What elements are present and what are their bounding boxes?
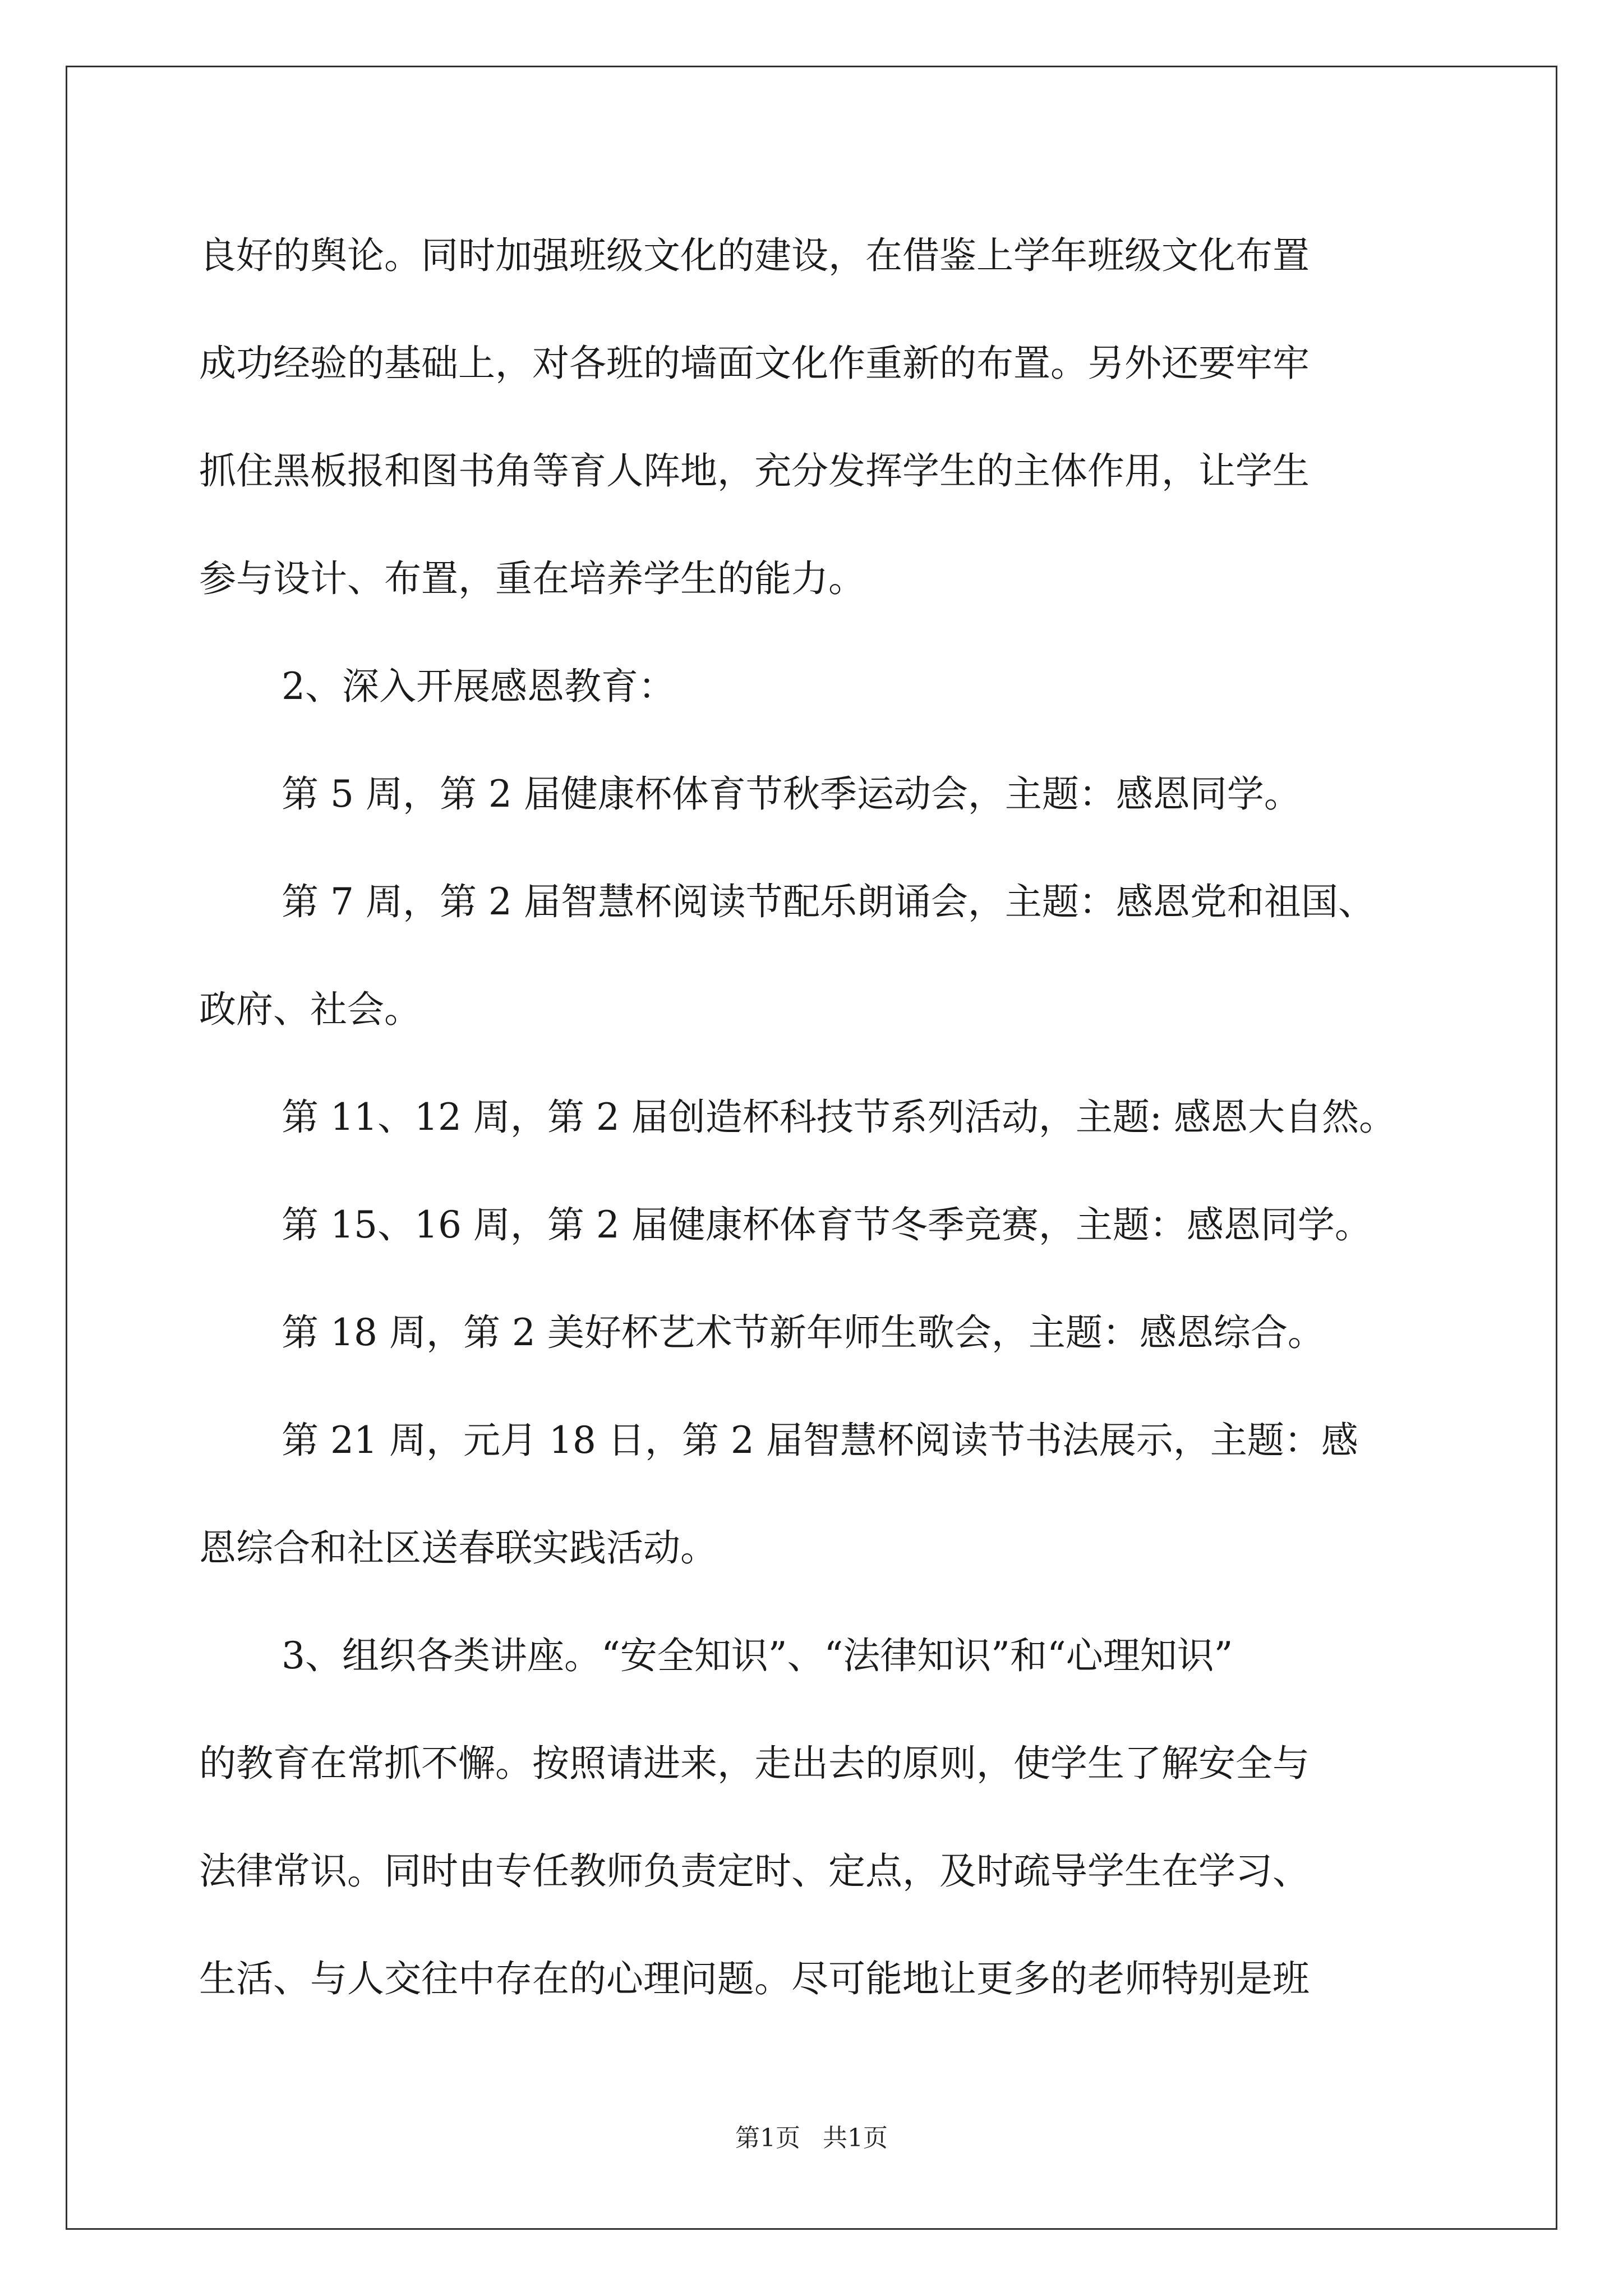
paragraph-line: 政府、社会。 xyxy=(199,988,421,1031)
paragraph-line: 第 7 周，第 2 届智慧杯阅读节配乐朗诵会，主题：感恩党和祖国、 xyxy=(282,880,1375,923)
paragraph-line: 参与设计、布置，重在培养学生的能力。 xyxy=(199,557,865,600)
page-footer xyxy=(0,2122,1623,2155)
paragraph-line: 第 18 周，第 2 美好杯艺术节新年师生歌会，主题：感恩综合。 xyxy=(282,1311,1325,1354)
paragraph-line: 第 11、12 周，第 2 届创造杯科技节系列活动，主题: 感恩大自然。 xyxy=(282,1096,1396,1139)
section-heading: 2、深入开展感恩教育： xyxy=(282,665,675,708)
paragraph-line: 的教育在常抓不懈。按照请进来，走出去的原则，使学生了解安全与 xyxy=(199,1742,1310,1785)
document-body xyxy=(199,202,1433,2033)
page-total: 共1页 xyxy=(823,2124,888,2152)
paragraph-line: 生活、与人交往中存在的心理问题。尽可能地让更多的老师特别是班 xyxy=(199,1957,1310,2000)
paragraph-line: 第 5 周，第 2 届健康杯体育节秋季运动会，主题：感恩同学。 xyxy=(282,772,1301,816)
paragraph-line: 恩综合和社区送春联实践活动。 xyxy=(199,1526,717,1570)
paragraph-line: 良好的舆论。同时加强班级文化的建设，在借鉴上学年班级文化布置 xyxy=(199,234,1310,277)
paragraph-line: 第 21 周，元月 18 日，第 2 届智慧杯阅读节书法展示，主题：感 xyxy=(282,1419,1358,1462)
page-number: 第1页 xyxy=(735,2124,800,2152)
paragraph-line: 抓住黑板报和图书角等育人阵地，充分发挥学生的主体作用，让学生 xyxy=(199,449,1310,493)
paragraph-line: 法律常识。同时由专任教师负责定时、定点，及时疏导学生在学习、 xyxy=(199,1849,1310,1893)
paragraph-line: 第 15、16 周，第 2 届健康杯体育节冬季竞赛，主题：感恩同学。 xyxy=(282,1203,1372,1246)
section-heading: 3、组织各类讲座。“安全知识”、“法律知识”和“心理知识” xyxy=(282,1634,1233,1677)
paragraph-line: 成功经验的基础上，对各班的墙面文化作重新的布置。另外还要牢牢 xyxy=(199,342,1310,385)
